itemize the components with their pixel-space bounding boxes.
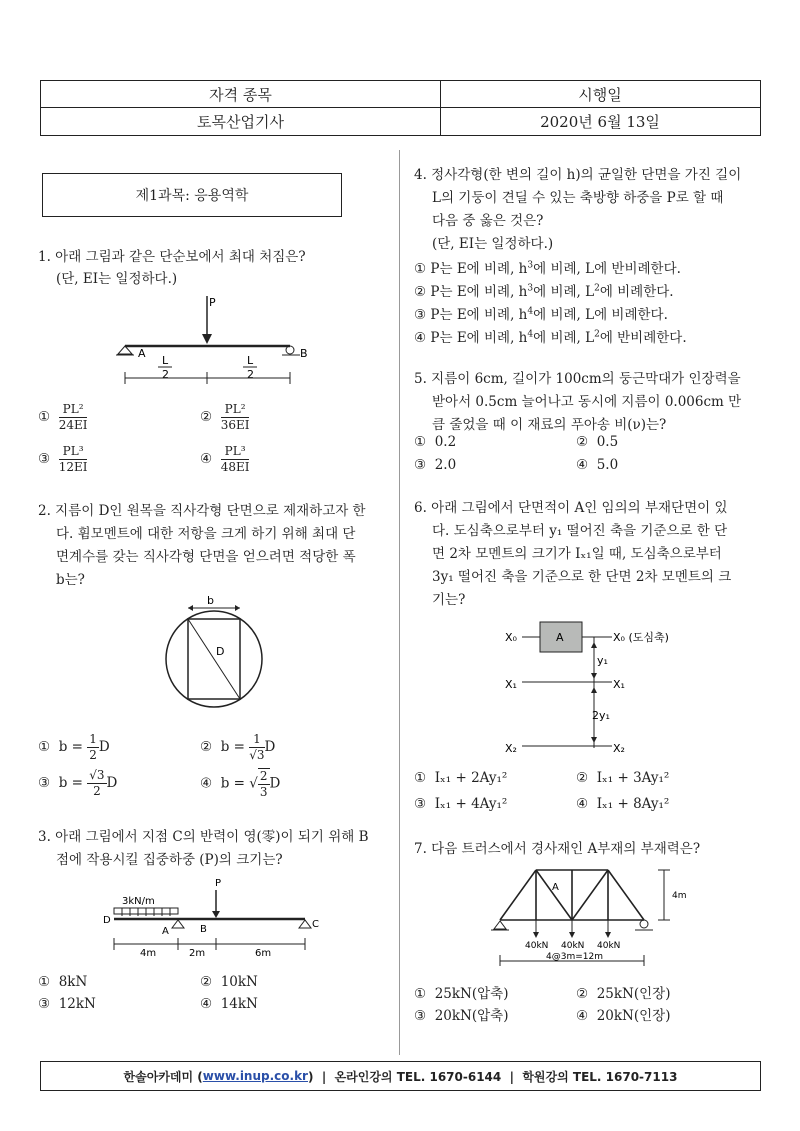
q4-option-3[interactable]: ③ P는 E에 비례, $h^4$에 비례, L에 비례한다.	[414, 306, 668, 323]
q3-option-3[interactable]: ③ 12kN	[38, 996, 96, 1012]
q6-fig-y2: 2y₁	[592, 709, 610, 722]
q3-fig-s3: 6m	[255, 948, 272, 959]
q5-option-2[interactable]: ② 0.5	[576, 434, 619, 450]
q6-fig-y1: y₁	[597, 654, 608, 667]
q7-fig-p2: 40kN	[561, 941, 585, 951]
q5-option-3[interactable]: ③ 2.0	[414, 457, 457, 473]
q6-fig-x0: X₀	[505, 631, 517, 644]
column-divider	[399, 150, 400, 1055]
q7-fig-span: 4@3m=12m	[546, 952, 603, 962]
q6-stem: 6. 아래 그림에서 단면적이 A인 임의의 부재단면이 있 다. 도심축으로부터 y₁ 떨어진 축을 기준으로 한 단 면 2차 모멘트의 크기가 Iₓ₁일 때, 도심축으로부터 3y₁ 떨어진 축을 기준으로 한 단면 2차 모멘트의 크 기는?	[414, 500, 732, 608]
q2-circle-figure	[160, 592, 270, 712]
footer-prefix: 한솔아카데미 (	[123, 1069, 203, 1084]
q7-option-3[interactable]: ③ 20kN(압축)	[414, 1008, 509, 1024]
q6-fig-x2-right: X₂	[613, 742, 625, 755]
q4-option-2[interactable]: ② P는 E에 비례, $h^3$에 비례, $L^2$에 비례한다.	[414, 283, 674, 300]
q5-option-4[interactable]: ④ 5.0	[576, 457, 619, 473]
q2-fig-d: D	[216, 645, 225, 658]
q6-fig-x1-right: X₁	[613, 678, 625, 691]
q6-fig-x1-left: X₁	[505, 678, 517, 691]
q7-stem: 7. 다음 트러스에서 경사재인 A부재의 부재력은?	[414, 841, 701, 857]
q3-fig-s2: 2m	[189, 948, 206, 959]
q2-option-4[interactable]: ④ b = √ $\frac{2}{3}$ D	[200, 769, 281, 799]
q4-option-1[interactable]: ① P는 E에 비례, $h^3$에 비례, L에 반비례한다.	[414, 260, 681, 277]
q5-stem: 5. 지름이 6cm, 길이가 100cm의 둥근막대가 인장력을 받아서 0.5cm 늘어나고 동시에 지름이 0.006cm 만 큼 줄었을 때 이 재료의 푸아송 비(ν)는?	[414, 371, 742, 433]
q6-fig-x2-left: X₂	[505, 742, 517, 755]
q1-option-3[interactable]: ③ $\frac{\text{PL³}}{12EI}$	[38, 444, 88, 474]
q6-option-1[interactable]: ① Iₓ₁ + 2Ay₁²	[414, 770, 508, 786]
header-col2-title: 시행일	[578, 85, 622, 104]
q3-option-1[interactable]: ① 8kN	[38, 974, 88, 990]
q2-option-1[interactable]: ① b = $\frac{1}{2}$ D	[38, 732, 110, 762]
q2-option-2[interactable]: ② b = $\frac{1}{√3}$ D	[200, 732, 276, 762]
header-col1-title: 자격 종목	[209, 85, 272, 104]
q3-fig-a: A	[162, 926, 169, 937]
q6-option-2[interactable]: ② Iₓ₁ + 3Ay₁²	[576, 770, 670, 786]
q1-option-1[interactable]: ① $\frac{\text{PL²}}{24EI}$	[38, 402, 88, 432]
footer-contact: ) | 온라인강의 TEL. 1670-6144 | 학원강의 TEL. 1670-7113	[307, 1069, 678, 1084]
q3-fig-d: D	[103, 915, 111, 926]
q5-option-1[interactable]: ① 0.2	[414, 434, 457, 450]
q1-fig-a: A	[138, 347, 146, 360]
q1-option-4[interactable]: ④ $\frac{\text{PL³}}{48EI}$	[200, 444, 250, 474]
q7-fig-p3: 40kN	[597, 941, 621, 951]
q3-fig-load: 3kN/m	[122, 896, 155, 907]
q3-option-2[interactable]: ② 10kN	[200, 974, 258, 990]
q7-option-2[interactable]: ② 25kN(인장)	[576, 986, 671, 1002]
q1-option-2[interactable]: ② $\frac{\text{PL²}}{36EI}$	[200, 402, 250, 432]
q2-option-3[interactable]: ③ b = $\frac{√3}{2}$ D	[38, 768, 118, 798]
q3-beam-figure	[100, 872, 330, 960]
exam-subject-value: 토목산업기사	[197, 113, 284, 131]
q1-note: (단, EI는 일정하다.)	[56, 271, 178, 287]
subject-box: 제1과목: 응용역학	[42, 173, 342, 217]
q1-fig-b: B	[300, 347, 308, 360]
q1-stem: 1. 아래 그림과 같은 단순보에서 최대 처짐은?	[38, 249, 306, 265]
footer-bar	[40, 1061, 761, 1091]
q3-fig-c: C	[312, 919, 319, 930]
q3-stem: 3. 아래 그림에서 지점 C의 반력이 영(零)이 되기 위해 B 점에 작용시킬 집중하중 (P)의 크기는?	[38, 829, 369, 868]
q1-beam-figure	[110, 294, 320, 386]
q6-fig-x0r: X₀ (도심축)	[613, 631, 669, 644]
q1-fig-two2: 2	[247, 368, 254, 381]
footer-website-link[interactable]: www.inup.co.kr	[202, 1069, 308, 1083]
q4-stem: 4. 정사각형(한 변의 길이 h)의 균일한 단면을 가진 길이 L의 기둥이 견딜 수 있는 축방향 하중을 P로 할 때 다음 중 옳은 것은? (단, EI는 일정하다.)	[414, 167, 742, 252]
q7-fig-p1: 40kN	[525, 941, 549, 951]
q2-fig-b: b	[207, 594, 214, 607]
exam-date-value: 2020년 6월 13일	[540, 113, 660, 131]
q6-option-4[interactable]: ④ Iₓ₁ + 8Ay₁²	[576, 796, 670, 812]
q3-fig-b: B	[200, 924, 207, 935]
q3-option-4[interactable]: ④ 14kN	[200, 996, 258, 1012]
q2-stem: 2. 지름이 D인 원목을 직사각형 단면으로 제재하고자 한 다. 휨모멘트에 대한 저항을 크게 하기 위해 최대 단 면계수를 갖는 직사각형 단면을 얻으려면 적당한 폭 b는?	[38, 503, 366, 588]
q6-fig-a: A	[556, 631, 564, 644]
header-table	[40, 80, 761, 136]
q1-fig-l1: L	[162, 354, 169, 367]
q7-truss-figure	[486, 864, 706, 968]
q3-fig-s1: 4m	[140, 948, 157, 959]
q1-fig-l2: L	[247, 354, 254, 367]
q7-fig-a: A	[552, 882, 559, 893]
q1-fig-two1: 2	[162, 368, 169, 381]
q7-fig-h: 4m	[672, 891, 687, 901]
q3-fig-p: P	[215, 878, 222, 889]
q7-option-4[interactable]: ④ 20kN(인장)	[576, 1008, 671, 1024]
q7-option-1[interactable]: ① 25kN(압축)	[414, 986, 509, 1002]
q4-option-4[interactable]: ④ P는 E에 비례, $h^4$에 비례, $L^2$에 반비례한다.	[414, 329, 687, 346]
q6-section-figure	[500, 618, 720, 760]
q1-fig-p: P	[209, 296, 216, 309]
q6-option-3[interactable]: ③ Iₓ₁ + 4Ay₁²	[414, 796, 508, 812]
